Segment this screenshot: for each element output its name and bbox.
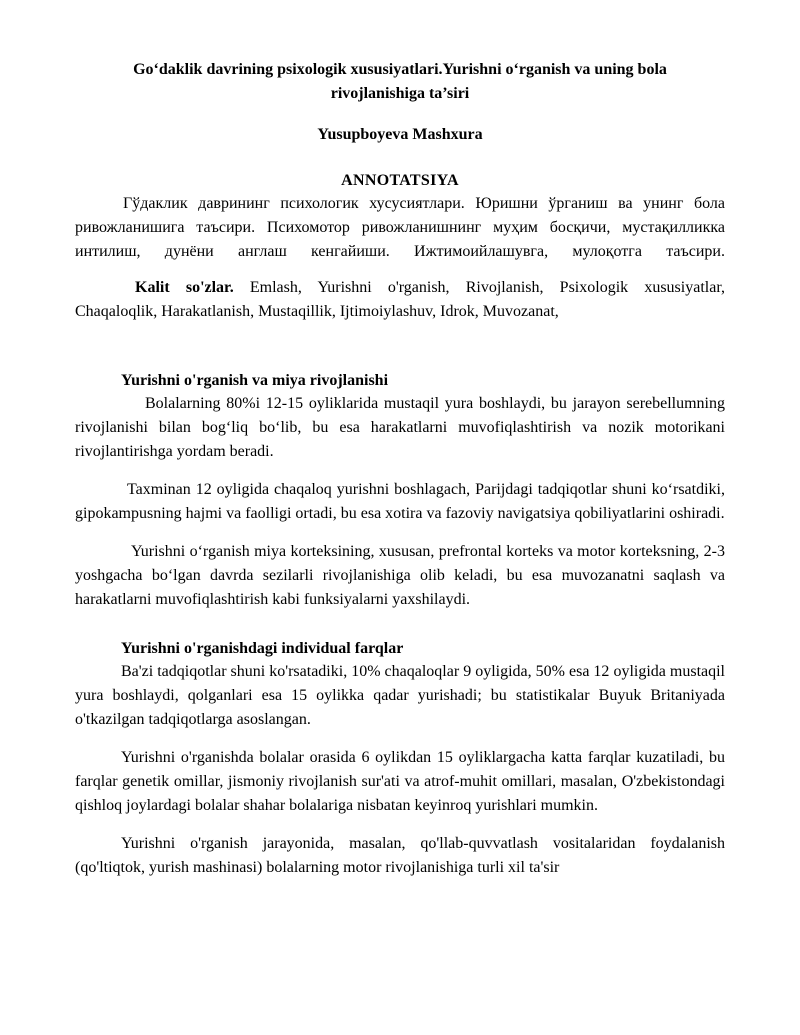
title-line-2: rivojlanishiga ta’siri [330, 85, 470, 102]
annotation-heading: ANNOTATSIYA [341, 172, 459, 189]
section2-paragraph-1: Ba'zi tadqiqotlar shuni ko'rsatadiki, 10% chaqaloqlar 9 oyligida, 50% esa 12 oyligida mustaqil yura boshlaydi, qolganlari esa 15 oylikka qadar yurishadi; bu statistikalar Buyuk Britaniyada o'tkazilgan tadqiqotlarga asoslangan. [75, 663, 725, 728]
section-heading-individual-differences: Yurishni o'rganishdagi individual farqlar [121, 640, 404, 657]
keywords-text: Emlash, Yurishni o'rganish, Rivojlanish, Psixologik xususiyatlar, Chaqaloqlik, Harakatlanish, Mustaqillik, Ijtimoiylashuv, Idrok, Muvozanat, [75, 279, 726, 320]
section1-paragraph-3: Yurishni o‘rganish miya korteksining, xususan, prefrontal korteks va motor korteksning, 2-3 yoshgacha bo‘lgan davrda sezilarli rivojlanishiga olib keladi, bu esa muvozanatni saqlash va harakatlarni muvofiqlashtirish kabi funksiyalarni yaxshilaydi. [75, 543, 725, 608]
section-heading-brain-development: Yurishni o'rganish va miya rivojlanishi [121, 372, 389, 389]
title-line-1: Go‘daklik davrining psixologik xususiyatlari.Yurishni o‘rganish va uning bola [133, 61, 667, 78]
paper-body [75, 58, 725, 880]
section2-paragraph-2: Yurishni o'rganishda bolalar orasida 6 oylikdan 15 oyliklargacha katta farqlar kuzatiladi, bu farqlar genetik omillar, jismoniy rivojlanish sur'ati va atrof-muhit omillari, masalan, O'zbekistondagi qishloq joylardagi bolalar shahar bolalariga nisbatan keyinroq yurishlari mumkin. [75, 749, 725, 814]
author-name: Yusupboyeva Mashxura [317, 126, 483, 143]
section1-paragraph-1: Bolalarning 80%i 12-15 oyliklarida mustaqil yura boshlaydi, bu jarayon serebellumning rivojlanishi bilan bog‘liq bo‘lib, bu esa harakatlarni muvofiqlashtirish va nozik motorikani rivojlantirishga yordam beradi. [75, 395, 725, 460]
paper-title [75, 58, 725, 106]
section2-paragraph-3: Yurishni o'rganish jarayonida, masalan, qo'llab-quvvatlash vositalaridan foydalanish (qo'ltiqtok, yurish mashinasi) bolalarning motor rivojlanishiga turli xil ta'sir [75, 835, 725, 876]
section1-paragraph-2: Taxminan 12 oyligida chaqaloq yurishni boshlagach, Parijdagi tadqiqotlar shuni ko‘rsatdiki, gipokampusning hajmi va faolligi ortadi, bu esa xotira va fazoviy navigatsiya qobiliyatlarini oshiradi. [75, 481, 725, 522]
keywords-label: Kalit so'zlar. [135, 279, 234, 296]
keywords-paragraph [75, 276, 725, 324]
annotation-text: Гўдаклик даврининг психологик хусусиятлари. Юришни ўрганиш ва унинг бола ривожланишига таъсири. Психомотор ривожланишнинг муҳим босқичи, мустақилликка интилиш, дунёни англаш кенгайиши. Ижтимоийлашувга, мулоқотга таъсири. [75, 195, 725, 260]
